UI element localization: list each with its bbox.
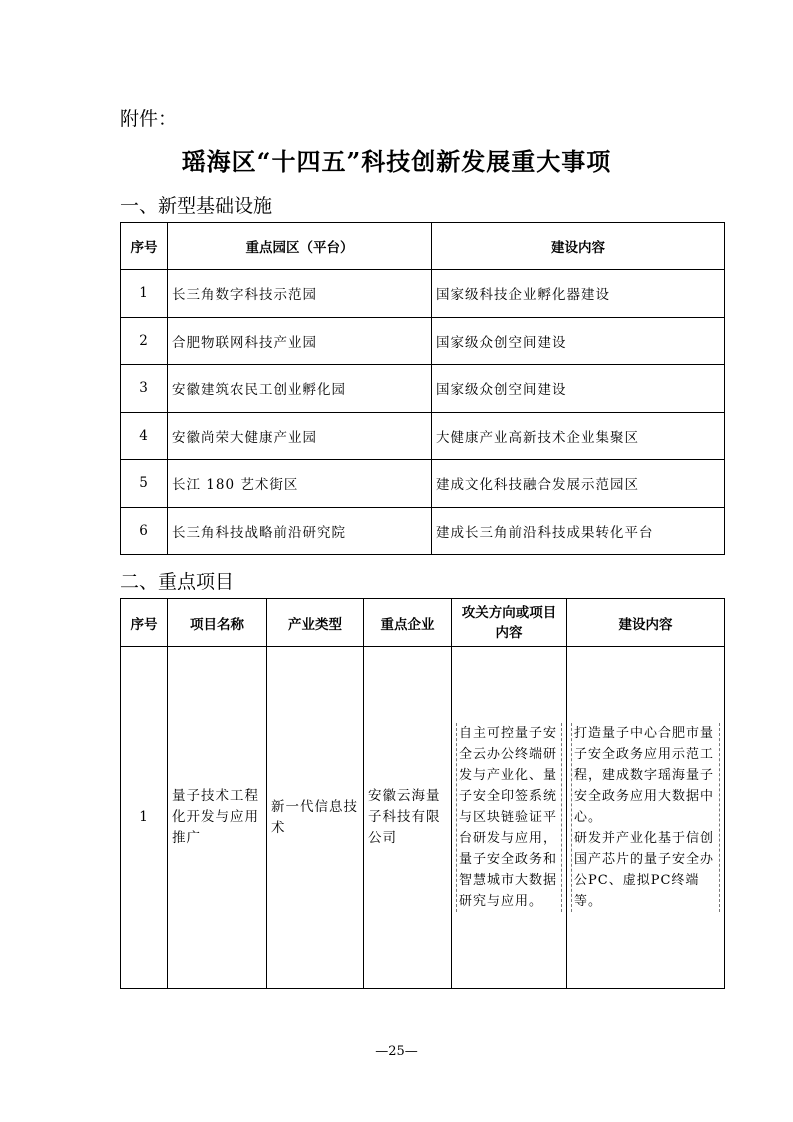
park-name: 长三角科技战略前沿研究院 [168, 507, 432, 555]
construction-content: 建成文化科技融合发展示范园区 [432, 460, 725, 508]
table-row [121, 460, 725, 508]
construction-content: 大健康产业高新技术企业集聚区 [432, 412, 725, 460]
construction-content-para-1: 打造量子中心合肥市量子安全政务应用示范工程，建成数字瑶海量子安全政务应用大数据中心。 [574, 726, 715, 825]
row-number: 3 [121, 365, 168, 413]
construction-content: 建成长三角前沿科技成果转化平台 [432, 507, 725, 555]
table-header-row [121, 223, 725, 270]
page-number: —25— [375, 1044, 418, 1059]
row-number: 5 [121, 460, 168, 508]
column-header: 攻关方向或项目内容 [452, 599, 567, 647]
research-direction [452, 647, 567, 989]
column-header: 重点企业 [364, 599, 452, 647]
row-number: 2 [121, 317, 168, 365]
construction-content: 国家级科技企业孵化器建设 [432, 270, 725, 318]
key-projects-table [120, 598, 725, 989]
infrastructure-table [120, 222, 725, 555]
section-heading-infrastructure: 一、新型基础设施 [120, 195, 273, 217]
table-row [121, 365, 725, 413]
industry-type: 新一代信息技术 [267, 647, 364, 989]
construction-content: 国家级众创空间建设 [432, 365, 725, 413]
table-row [121, 270, 725, 318]
research-direction-text: 自主可控量子安全云办公终端研发与产业化、量子安全印签系统与区块链验证平台研发与应用，量子安全政务和智慧城市大数据研究与应用。 [456, 723, 562, 912]
section-heading-key-projects: 二、重点项目 [120, 571, 235, 593]
column-header: 重点园区（平台） [168, 223, 432, 270]
table-row [121, 647, 725, 989]
row-number: 4 [121, 412, 168, 460]
table-header-row [121, 599, 725, 647]
construction-content-block [571, 723, 720, 912]
column-header: 建设内容 [567, 599, 725, 647]
park-name: 安徽尚荣大健康产业园 [168, 412, 432, 460]
attachment-label: 附件： [120, 108, 178, 130]
column-header: 序号 [121, 599, 168, 647]
park-name: 长三角数字科技示范园 [168, 270, 432, 318]
park-name: 安徽建筑农民工创业孵化园 [168, 365, 432, 413]
construction-content: 国家级众创空间建设 [432, 317, 725, 365]
column-header: 建设内容 [432, 223, 725, 270]
page-title: 瑶海区“十四五”科技创新发展重大事项 [181, 147, 612, 176]
column-header: 序号 [121, 223, 168, 270]
project-name: 量子技术工程化开发与应用推广 [168, 647, 267, 989]
row-number: 1 [121, 647, 168, 989]
table-row [121, 507, 725, 555]
row-number: 6 [121, 507, 168, 555]
column-header: 产业类型 [267, 599, 364, 647]
row-number: 1 [121, 270, 168, 318]
park-name: 长江 180 艺术街区 [168, 460, 432, 508]
key-company: 安徽云海量子科技有限公司 [364, 647, 452, 989]
column-header: 项目名称 [168, 599, 267, 647]
table-row [121, 412, 725, 460]
table-row [121, 317, 725, 365]
construction-content [567, 647, 725, 989]
park-name: 合肥物联网科技产业园 [168, 317, 432, 365]
construction-content-para-2: 研发并产业化基于信创国产芯片的量子安全办公PC、虚拟PC终端等。 [574, 831, 715, 909]
